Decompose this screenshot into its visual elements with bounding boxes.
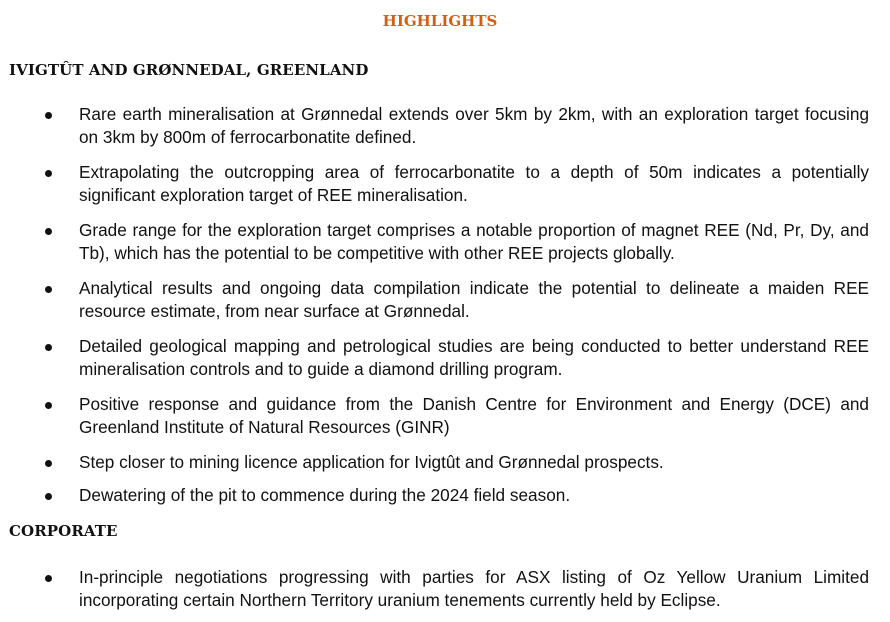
bullet-icon — [45, 402, 52, 409]
list-item-text: Detailed geological mapping and petrological studies are being conducted to better understand REE mineralisation controls and to guide a diamond drilling program. — [79, 336, 869, 379]
bullet-icon — [45, 170, 52, 177]
list-item-text: Step closer to mining licence application for Ivigtût and Grønnedal prospects. — [79, 452, 664, 472]
page-title: HIGHLIGHTS — [382, 12, 498, 30]
list-item — [0, 277, 869, 323]
bullet-icon — [45, 493, 52, 500]
list-item-text: Extrapolating the outcropping area of ferrocarbonatite to a depth of 50m indicates a potentially significant exploration target of REE mineralisation. — [79, 162, 869, 205]
bullet-list-greenland — [0, 103, 890, 517]
bullet-icon — [45, 112, 52, 119]
bullet-icon — [45, 286, 52, 293]
bullet-icon — [45, 575, 52, 582]
list-item — [0, 161, 869, 207]
list-item — [0, 566, 869, 612]
list-item — [0, 335, 869, 381]
bullet-icon — [45, 344, 52, 351]
list-item-text: Rare earth mineralisation at Grønnedal extends over 5km by 2km, with an exploration target focusing on 3km by 800m of ferrocarbonatite defined. — [79, 104, 869, 147]
list-item-text: Positive response and guidance from the Danish Centre for Environment and Energy (DCE) and Greenland Institute of Natural Resources (GINR) — [79, 394, 869, 437]
list-item-text: In-principle negotiations progressing with parties for ASX listing of Oz Yellow Uranium Limited incorporating certain Northern Territory uranium tenements currently held by Eclipse. — [79, 567, 869, 610]
bullet-icon — [45, 460, 52, 467]
bullet-list-corporate — [0, 566, 890, 612]
list-item — [0, 393, 869, 439]
list-item — [0, 219, 869, 265]
list-item-text: Dewatering of the pit to commence during the 2024 field season. — [79, 485, 571, 505]
list-item — [0, 484, 869, 507]
section-heading-greenland: IVIGTÛT AND GRØNNEDAL, GREENLAND — [9, 61, 369, 79]
section-heading-corporate: CORPORATE — [9, 522, 118, 540]
list-item — [0, 451, 869, 474]
list-item — [0, 103, 869, 149]
list-item-text: Analytical results and ongoing data compilation indicate the potential to delineate a maiden REE resource estimate, from near surface at Grønnedal. — [79, 278, 869, 321]
bullet-icon — [45, 228, 52, 235]
list-item-text: Grade range for the exploration target comprises a notable proportion of magnet REE (Nd, Pr, Dy, and Tb), which has the potential to be competitive with other REE projects globally. — [79, 220, 869, 263]
